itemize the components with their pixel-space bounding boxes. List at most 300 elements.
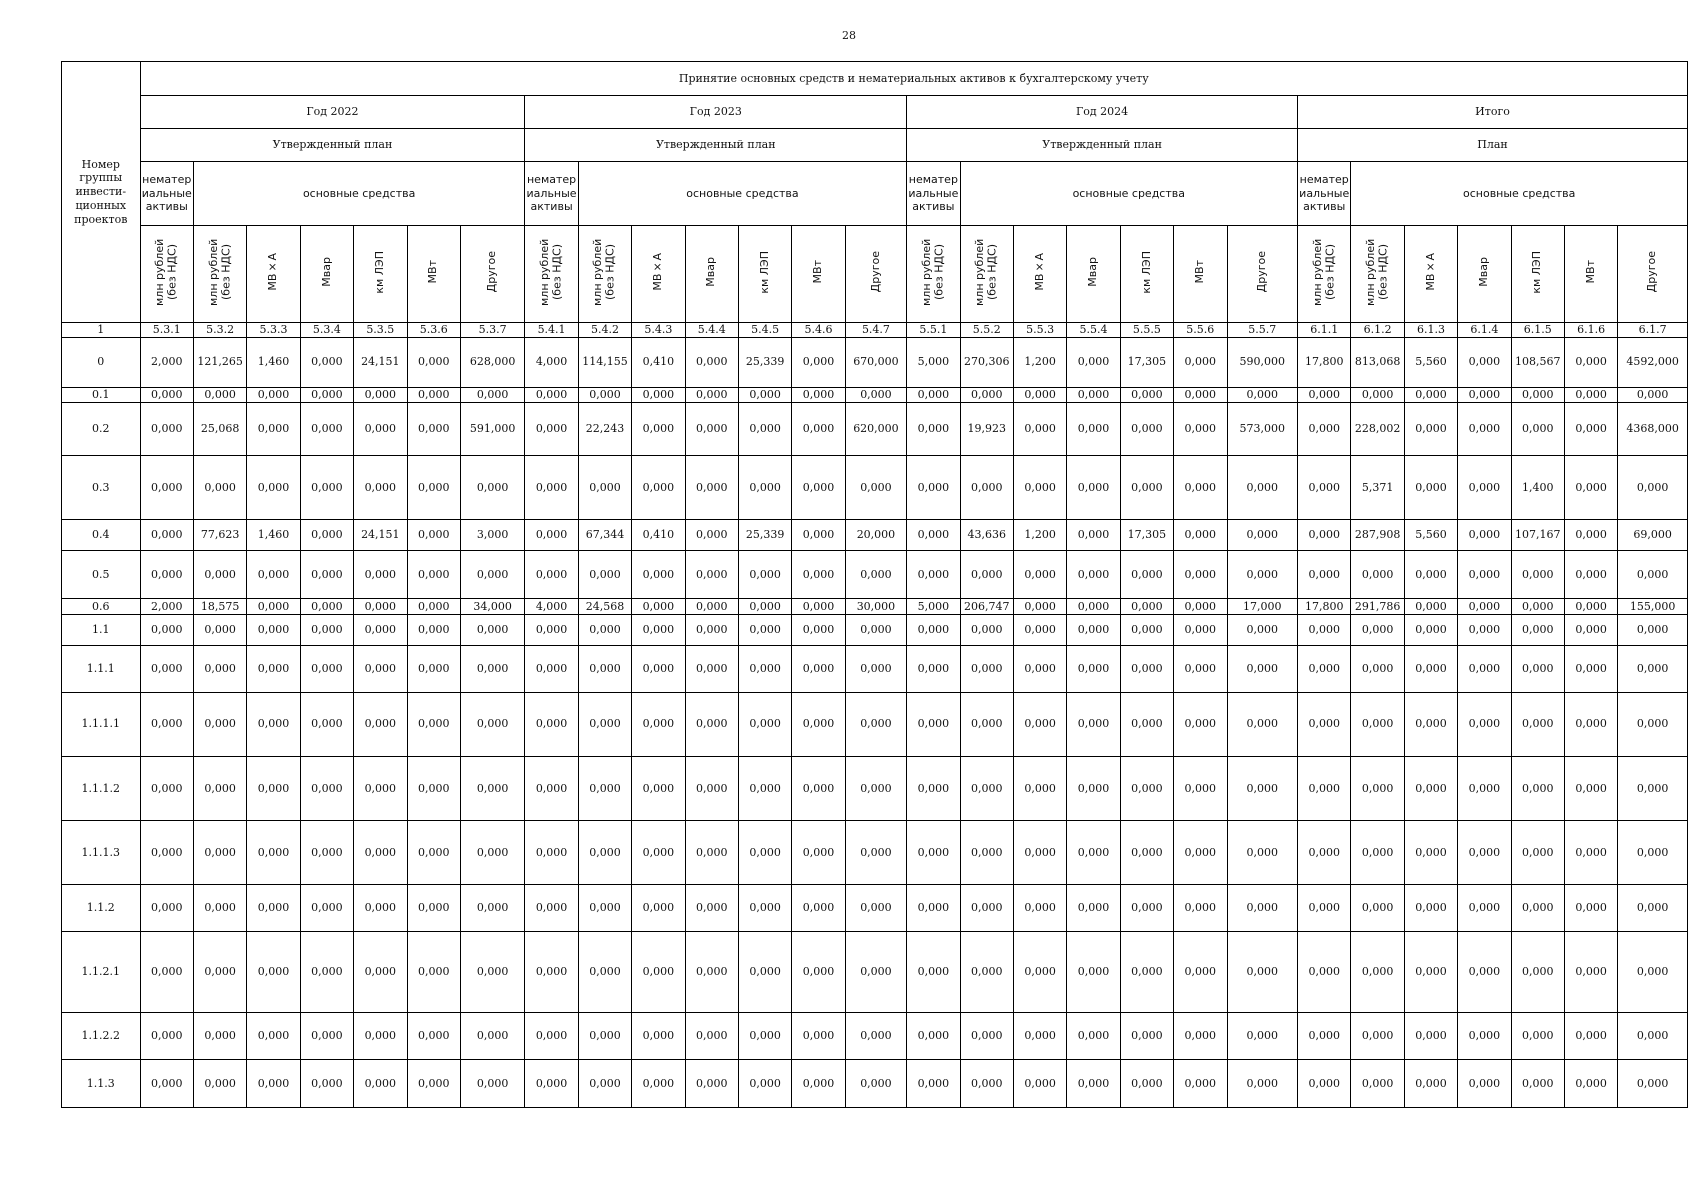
value-cell: 0,000: [247, 387, 300, 402]
value-cell: 0,000: [460, 1059, 524, 1107]
value-cell: 0,000: [1351, 551, 1404, 599]
value-cell: 0,000: [792, 1059, 845, 1107]
value-cell: 0,000: [1227, 456, 1298, 520]
value-cell: 0,000: [1227, 551, 1298, 599]
value-cell: 0,000: [1227, 692, 1298, 756]
value-cell: 620,000: [845, 402, 906, 455]
value-cell: 0,000: [354, 402, 407, 455]
value-cell: 0,000: [578, 885, 631, 932]
value-cell: 0,000: [193, 756, 246, 820]
value-cell: 0,000: [407, 885, 460, 932]
value-cell: 0,000: [247, 885, 300, 932]
group-id-cell: 0.1: [62, 387, 141, 402]
unit-header: [792, 226, 845, 323]
value-cell: 0,000: [460, 551, 524, 599]
value-cell: 25,068: [193, 402, 246, 455]
value-cell: 0,000: [1067, 520, 1120, 551]
group-id-cell: 1.1.1.2: [62, 756, 141, 820]
value-cell: 67,344: [578, 520, 631, 551]
column-code: 5.5.5: [1120, 322, 1173, 337]
value-cell: 0,000: [1511, 932, 1564, 1012]
unit-label: МВт: [1192, 260, 1206, 284]
value-cell: 0,000: [578, 551, 631, 599]
value-cell: 0,000: [907, 645, 960, 692]
unit-label: Мвар: [704, 257, 718, 287]
value-cell: 0,000: [1564, 520, 1617, 551]
unit-label: км ЛЭП: [757, 250, 771, 294]
unit-header: [1174, 226, 1227, 323]
group-id-cell: 0.3: [62, 456, 141, 520]
value-cell: 0,000: [300, 1059, 353, 1107]
table-row: [62, 456, 1688, 520]
value-cell: 22,243: [578, 402, 631, 455]
value-cell: 0,000: [1458, 520, 1511, 551]
value-cell: 0,000: [1511, 402, 1564, 455]
value-cell: 0,000: [1227, 614, 1298, 645]
value-cell: 0,000: [1013, 932, 1066, 1012]
unit-header: [1298, 226, 1351, 323]
value-cell: 0,000: [1013, 551, 1066, 599]
value-cell: 0,000: [193, 614, 246, 645]
value-cell: 0,000: [907, 756, 960, 820]
value-cell: 0,000: [632, 645, 685, 692]
value-cell: 0,000: [140, 821, 193, 885]
value-cell: 0,000: [193, 1059, 246, 1107]
value-cell: 0,000: [1298, 645, 1351, 692]
value-cell: 813,068: [1351, 337, 1404, 387]
value-cell: 0,000: [525, 932, 578, 1012]
value-cell: 0,000: [140, 520, 193, 551]
value-cell: 0,000: [1351, 1059, 1404, 1107]
value-cell: 0,000: [1618, 387, 1688, 402]
value-cell: 0,000: [525, 1012, 578, 1059]
year-header: Год 2022: [140, 96, 525, 129]
value-cell: 0,000: [140, 456, 193, 520]
value-cell: 0,000: [407, 1012, 460, 1059]
fixed-assets-header: основные средства: [193, 162, 524, 226]
value-cell: 0,000: [685, 821, 738, 885]
value-cell: 0,000: [1404, 756, 1457, 820]
value-cell: 0,000: [792, 821, 845, 885]
value-cell: 0,000: [140, 551, 193, 599]
value-cell: 0,000: [792, 599, 845, 614]
column-code: 5.5.4: [1067, 322, 1120, 337]
unit-header: [685, 226, 738, 323]
value-cell: 0,000: [1174, 885, 1227, 932]
unit-label: МВ×А: [266, 253, 280, 291]
value-cell: 0,000: [300, 599, 353, 614]
value-cell: 0,000: [407, 402, 460, 455]
value-cell: 0,000: [907, 692, 960, 756]
value-cell: 0,000: [1013, 756, 1066, 820]
value-cell: 0,000: [1564, 645, 1617, 692]
value-cell: 0,000: [685, 520, 738, 551]
value-cell: 0,000: [578, 645, 631, 692]
column-code: 5.3.4: [300, 322, 353, 337]
value-cell: 0,000: [960, 456, 1013, 520]
intangible-assets-header: нематер иальные активы: [525, 162, 578, 226]
value-cell: 0,000: [578, 756, 631, 820]
value-cell: 0,000: [1227, 1059, 1298, 1107]
value-cell: 0,000: [247, 821, 300, 885]
value-cell: 0,000: [1227, 520, 1298, 551]
value-cell: 0,000: [907, 1059, 960, 1107]
value-cell: 0,000: [1120, 1059, 1173, 1107]
value-cell: 0,000: [1067, 1012, 1120, 1059]
value-cell: 0,000: [300, 456, 353, 520]
value-cell: 0,000: [1458, 885, 1511, 932]
value-cell: 0,000: [632, 456, 685, 520]
value-cell: 0,000: [1298, 692, 1351, 756]
unit-label: млн рублей (без НДС): [153, 238, 179, 306]
value-cell: 0,000: [300, 932, 353, 1012]
value-cell: 0,000: [247, 456, 300, 520]
value-cell: 0,000: [738, 645, 791, 692]
value-cell: 77,623: [193, 520, 246, 551]
value-cell: 0,000: [845, 614, 906, 645]
value-cell: 0,000: [1120, 756, 1173, 820]
value-cell: 0,000: [1404, 885, 1457, 932]
value-cell: 0,000: [1564, 1012, 1617, 1059]
value-cell: 0,000: [525, 645, 578, 692]
value-cell: 0,000: [960, 1059, 1013, 1107]
unit-header: [1120, 226, 1173, 323]
value-cell: 0,000: [738, 1012, 791, 1059]
column-code: 5.3.5: [354, 322, 407, 337]
value-cell: 0,000: [1564, 387, 1617, 402]
value-cell: 0,000: [1298, 1012, 1351, 1059]
value-cell: 0,000: [460, 692, 524, 756]
value-cell: 0,000: [407, 337, 460, 387]
intangible-assets-header: нематер иальные активы: [907, 162, 960, 226]
value-cell: 0,000: [354, 1012, 407, 1059]
value-cell: 0,000: [1458, 614, 1511, 645]
value-cell: 0,000: [907, 821, 960, 885]
value-cell: 0,000: [1564, 551, 1617, 599]
value-cell: 0,000: [1013, 692, 1066, 756]
group-id-cell: 1.1: [62, 614, 141, 645]
value-cell: 0,000: [578, 456, 631, 520]
value-cell: 0,000: [1298, 551, 1351, 599]
value-cell: 0,000: [1067, 337, 1120, 387]
unit-label: млн рублей (без НДС): [1310, 238, 1337, 306]
value-cell: 0,000: [525, 821, 578, 885]
value-cell: 0,000: [300, 756, 353, 820]
value-cell: 0,000: [1174, 1059, 1227, 1107]
value-cell: 0,000: [960, 614, 1013, 645]
value-cell: 0,000: [1120, 402, 1173, 455]
value-cell: 0,000: [1120, 614, 1173, 645]
value-cell: 0,000: [300, 614, 353, 645]
unit-header: [1618, 226, 1688, 323]
value-cell: 0,000: [1618, 645, 1688, 692]
value-cell: 0,000: [193, 692, 246, 756]
plan-header: Утвержденный план: [907, 129, 1298, 162]
unit-label: Другое: [1254, 251, 1268, 293]
value-cell: 0,000: [193, 387, 246, 402]
unit-label: МВ×А: [1032, 253, 1046, 291]
value-cell: 0,000: [845, 885, 906, 932]
value-cell: 0,000: [1618, 614, 1688, 645]
value-cell: 0,000: [792, 1012, 845, 1059]
value-cell: 0,000: [1511, 1059, 1564, 1107]
unit-label: МВт: [1583, 260, 1597, 284]
value-cell: 0,000: [685, 932, 738, 1012]
value-cell: 0,000: [1298, 821, 1351, 885]
column-code: 6.1.3: [1404, 322, 1457, 337]
value-cell: 0,000: [300, 402, 353, 455]
unit-header: [907, 226, 960, 323]
value-cell: 0,000: [1618, 1059, 1688, 1107]
value-cell: 0,000: [685, 614, 738, 645]
unit-header: [1458, 226, 1511, 323]
value-cell: 0,000: [1227, 932, 1298, 1012]
column-code: 5.4.3: [632, 322, 685, 337]
value-cell: 0,000: [525, 614, 578, 645]
value-cell: 0,000: [845, 456, 906, 520]
value-cell: 0,000: [1013, 387, 1066, 402]
unit-label: МВ×А: [1423, 253, 1437, 291]
value-cell: 0,000: [792, 692, 845, 756]
value-cell: 0,000: [140, 932, 193, 1012]
value-cell: 0,000: [1013, 1059, 1066, 1107]
column-code: 5.4.6: [792, 322, 845, 337]
value-cell: 0,000: [354, 821, 407, 885]
value-cell: 30,000: [845, 599, 906, 614]
value-cell: 24,568: [578, 599, 631, 614]
value-cell: 0,000: [1174, 387, 1227, 402]
value-cell: 0,000: [1351, 885, 1404, 932]
value-cell: 0,000: [1618, 932, 1688, 1012]
value-cell: 0,000: [1120, 551, 1173, 599]
value-cell: 114,155: [578, 337, 631, 387]
value-cell: 0,000: [792, 520, 845, 551]
value-cell: 0,000: [193, 551, 246, 599]
column-code: 5.3.7: [460, 322, 524, 337]
group-id-cell: 1.1.2: [62, 885, 141, 932]
value-cell: 0,000: [300, 520, 353, 551]
column-code: 5.4.1: [525, 322, 578, 337]
value-cell: 0,000: [632, 1059, 685, 1107]
value-cell: 108,567: [1511, 337, 1564, 387]
value-cell: 4592,000: [1618, 337, 1688, 387]
table-row: [62, 402, 1688, 455]
value-cell: 0,000: [1174, 821, 1227, 885]
value-cell: 0,000: [1511, 614, 1564, 645]
value-cell: 0,000: [1298, 614, 1351, 645]
value-cell: 1,400: [1511, 456, 1564, 520]
value-cell: 0,000: [738, 821, 791, 885]
value-cell: 4368,000: [1618, 402, 1688, 455]
value-cell: 17,800: [1298, 599, 1351, 614]
value-cell: 0,000: [1174, 645, 1227, 692]
table-row: [62, 1012, 1688, 1059]
value-cell: 0,000: [354, 387, 407, 402]
value-cell: 0,000: [1458, 599, 1511, 614]
table-row: [62, 599, 1688, 614]
unit-label: Другое: [1645, 251, 1659, 293]
value-cell: 0,000: [1013, 456, 1066, 520]
value-cell: 0,000: [407, 614, 460, 645]
value-cell: 0,000: [1174, 756, 1227, 820]
value-cell: 0,000: [1298, 456, 1351, 520]
unit-header: [460, 226, 524, 323]
value-cell: 0,000: [1351, 756, 1404, 820]
value-cell: 0,000: [1120, 692, 1173, 756]
value-cell: 0,000: [792, 932, 845, 1012]
value-cell: 0,000: [247, 692, 300, 756]
value-cell: 0,000: [960, 645, 1013, 692]
value-cell: 0,000: [1564, 402, 1617, 455]
value-cell: 0,000: [685, 756, 738, 820]
value-cell: 5,560: [1404, 337, 1457, 387]
unit-header: [1013, 226, 1066, 323]
value-cell: 0,000: [1013, 885, 1066, 932]
value-cell: 69,000: [1618, 520, 1688, 551]
value-cell: 0,000: [1458, 756, 1511, 820]
plan-header: Утвержденный план: [140, 129, 525, 162]
value-cell: 5,371: [1351, 456, 1404, 520]
value-cell: 0,000: [247, 756, 300, 820]
column-code: 1: [62, 322, 141, 337]
value-cell: 0,000: [632, 885, 685, 932]
value-cell: 0,000: [1067, 551, 1120, 599]
value-cell: 0,000: [632, 756, 685, 820]
value-cell: 0,000: [632, 614, 685, 645]
value-cell: 0,000: [1511, 821, 1564, 885]
value-cell: 0,000: [907, 456, 960, 520]
fixed-assets-header: основные средства: [960, 162, 1297, 226]
value-cell: 0,000: [1351, 821, 1404, 885]
value-cell: 0,000: [193, 885, 246, 932]
value-cell: 0,000: [140, 645, 193, 692]
value-cell: 0,000: [845, 551, 906, 599]
value-cell: 0,000: [1013, 1012, 1066, 1059]
value-cell: 0,000: [632, 387, 685, 402]
value-cell: 0,000: [1174, 932, 1227, 1012]
value-cell: 0,000: [578, 692, 631, 756]
value-cell: 291,786: [1351, 599, 1404, 614]
column-code: 5.4.2: [578, 322, 631, 337]
value-cell: 0,000: [407, 551, 460, 599]
value-cell: 0,000: [1013, 821, 1066, 885]
value-cell: 0,000: [1067, 599, 1120, 614]
unit-label: млн рублей (без НДС): [537, 238, 564, 306]
value-cell: 0,000: [1564, 932, 1617, 1012]
value-cell: 0,000: [1120, 821, 1173, 885]
value-cell: 228,002: [1351, 402, 1404, 455]
unit-header: [247, 226, 300, 323]
value-cell: 0,000: [525, 387, 578, 402]
group-id-cell: 0.5: [62, 551, 141, 599]
value-cell: 0,000: [300, 645, 353, 692]
table-title: Принятие основных средств и нематериальных активов к бухгалтерскому учету: [140, 62, 1687, 96]
value-cell: 0,000: [1174, 599, 1227, 614]
value-cell: 0,000: [578, 614, 631, 645]
value-cell: 0,000: [1174, 402, 1227, 455]
value-cell: 0,000: [1404, 599, 1457, 614]
value-cell: 0,000: [407, 692, 460, 756]
value-cell: 0,000: [738, 932, 791, 1012]
value-cell: 4,000: [525, 337, 578, 387]
value-cell: 0,000: [1067, 1059, 1120, 1107]
value-cell: 0,410: [632, 337, 685, 387]
value-cell: 5,000: [907, 337, 960, 387]
unit-header: [738, 226, 791, 323]
year-header: Итого: [1298, 96, 1688, 129]
value-cell: 0,000: [960, 387, 1013, 402]
group-id-cell: 0.4: [62, 520, 141, 551]
value-cell: 0,000: [845, 821, 906, 885]
column-code: 5.5.2: [960, 322, 1013, 337]
value-cell: 155,000: [1618, 599, 1688, 614]
year-header: Год 2023: [525, 96, 907, 129]
value-cell: 0,000: [792, 402, 845, 455]
value-cell: 0,000: [354, 885, 407, 932]
value-cell: 25,339: [738, 520, 791, 551]
unit-label: км ЛЭП: [1139, 250, 1153, 294]
value-cell: 0,000: [1458, 1012, 1511, 1059]
value-cell: 0,000: [1618, 551, 1688, 599]
row-header-label: Номер группы инвести-ционных проектов: [62, 62, 141, 323]
value-cell: 0,000: [792, 885, 845, 932]
value-cell: 0,000: [460, 756, 524, 820]
value-cell: 670,000: [845, 337, 906, 387]
value-cell: 24,151: [354, 520, 407, 551]
unit-label: Мвар: [1477, 257, 1491, 287]
intangible-assets-header: нематер иальные активы: [1298, 162, 1351, 226]
value-cell: 0,000: [685, 456, 738, 520]
unit-header: [1404, 226, 1457, 323]
value-cell: 0,000: [354, 456, 407, 520]
column-code: 5.5.6: [1174, 322, 1227, 337]
value-cell: 0,000: [792, 614, 845, 645]
unit-label: км ЛЭП: [1530, 250, 1544, 294]
value-cell: 107,167: [1511, 520, 1564, 551]
value-cell: 0,000: [1013, 614, 1066, 645]
value-cell: 2,000: [140, 337, 193, 387]
value-cell: 0,000: [460, 387, 524, 402]
value-cell: 0,000: [1174, 337, 1227, 387]
value-cell: 0,000: [1564, 599, 1617, 614]
value-cell: 1,460: [247, 520, 300, 551]
value-cell: 0,000: [1120, 599, 1173, 614]
value-cell: 0,000: [193, 456, 246, 520]
value-cell: 0,000: [460, 614, 524, 645]
group-id-cell: 1.1.1: [62, 645, 141, 692]
value-cell: 0,000: [907, 614, 960, 645]
value-cell: 0,000: [140, 692, 193, 756]
unit-header: [1227, 226, 1298, 323]
value-cell: 25,339: [738, 337, 791, 387]
value-cell: 0,000: [1564, 337, 1617, 387]
value-cell: 0,000: [685, 337, 738, 387]
value-cell: 0,000: [685, 692, 738, 756]
value-cell: 0,000: [907, 932, 960, 1012]
table-row: [62, 387, 1688, 402]
unit-label: Другое: [485, 251, 499, 293]
column-code: 5.4.7: [845, 322, 906, 337]
value-cell: 0,000: [140, 402, 193, 455]
group-id-cell: 1.1.3: [62, 1059, 141, 1107]
value-cell: 0,000: [1067, 821, 1120, 885]
value-cell: 0,000: [247, 402, 300, 455]
column-code: 6.1.2: [1351, 322, 1404, 337]
table-row: [62, 614, 1688, 645]
value-cell: 0,000: [907, 402, 960, 455]
value-cell: 0,000: [738, 387, 791, 402]
value-cell: 0,000: [1458, 1059, 1511, 1107]
